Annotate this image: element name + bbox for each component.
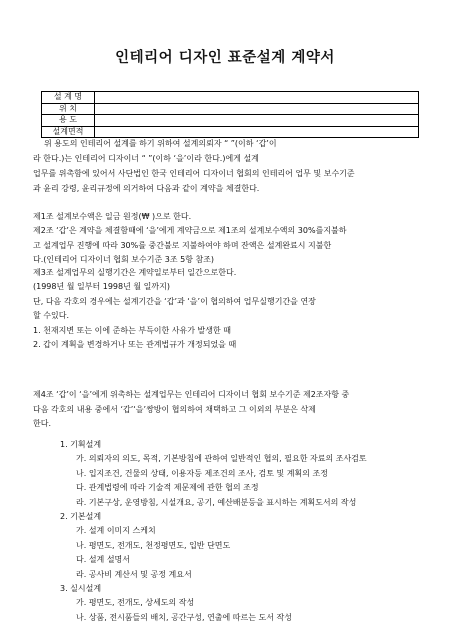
article-3-line: 2. 갑이 계획을 변경하거나 또는 관계법규가 개정되었을 때 [33,340,237,349]
article-2-line: 제2조 ‘갑’은 계약을 체결함때에 ‘을’에게 계약금으로 제1조의 설계보수액의 30%를지불하 [33,226,347,235]
article-4-line: 다음 각호의 내용 중에서 ‘갑’‘을’쌍방이 협의하여 채택하고 그 이외의 부분은 삭제 [33,405,316,414]
table-row [42,115,419,127]
article-2-line: 고 설계업무 진행에 따라 30%를 중간불로 지불하여야 하며 잔액은 설계완료시 지불한 [33,241,332,250]
project-info-table [41,91,419,138]
article-2-line: 다.(인테리어 디자이너 협회 보수기준 3조 5항 참조) [33,255,215,264]
section-item: 가. 의뢰자의 의도, 목적, 기본방침에 관하여 일반적인 협의, 필요한 자료의 조사검토 [76,454,367,463]
label-location: 위 치 [42,103,95,115]
document-title: 인테리어 디자인 표준설계 계약서 [115,50,335,66]
article-3-line: 단, 다음 각호의 경우에는 설계기간을 ‘갑’과 ‘을’이 협의하여 업무실행기간을 연장 [33,297,316,306]
section-item: 다. 관계법령에 따라 기술적 제문제에 관한 협의 조정 [76,483,259,492]
section-item: 나. 입지조건, 건물의 상태, 이용자등 제조건의 조사, 검토 및 계획의 조정 [76,469,328,478]
section-heading: 2. 기본설계 [60,512,102,521]
intro-line: 과 윤리 강령, 윤리규정에 의거하여 다음과 같이 계약을 체결한다. [33,184,260,193]
article-4-line: 한다. [33,419,51,428]
table-row [42,92,419,104]
value-area [95,126,419,138]
value-location [95,103,419,115]
article-3-line: 제3조 설계업무의 실행기간은 계약일로부터 일간으로한다. [33,268,237,277]
section-heading: 1. 기획설계 [60,440,102,449]
section-item: 라. 공사비 계산서 및 공정 계요서 [76,570,192,579]
section-item: 나. 상품, 전시품들의 배치, 공간구성, 연출에 따르는 도서 작성 [76,613,292,622]
table-row [42,126,419,138]
label-area: 설계면적 [42,126,95,138]
article-4-line: 제4조 ‘갑’이 ‘을’에게 위촉하는 설계업무는 인테리어 디자이너 협회 보수기준 제2조자항 중 [33,390,350,399]
article-1: 제1조 설계보수액은 일금 원정(₩ )으로 한다. [33,212,192,221]
intro-line: 업무를 위촉함에 있어서 사단법인 한국 인테리어 디자이너 협회의 인테리어 업무 및 보수기준 [33,169,355,178]
article-3-line: 할 수있다. [33,311,69,320]
section-item: 라. 기본구상, 운영방침, 시설개요, 공기, 예산배분등을 표시하는 계획도서의 작성 [76,498,357,507]
section-item: 가. 평면도, 전개도, 상세도의 작성 [76,598,195,607]
section-item: 가. 설계 이미지 스케치 [76,526,156,535]
label-usage: 용 도 [42,115,95,127]
label-project-name: 설 계 명 [42,92,95,104]
article-3-line: (1998년 월 일부터 1998년 월 일까지) [33,282,170,291]
section-heading: 3. 실시설계 [60,584,102,593]
section-item: 다. 설계 설명서 [76,555,130,564]
intro-line: 라 한다.)는 인테리어 디자이너 “ ”(이하 ‘을’이라 한다.)에게 설계 [33,154,259,163]
value-project-name [95,92,419,104]
value-usage [95,115,419,127]
table-row [42,103,419,115]
intro-line: 위 용도의 인테리어 설계를 하기 위하여 설계의뢰자 “ ”(이하 ‘갑’이 [44,139,277,148]
article-3-line: 1. 천재지변 또는 이에 준하는 부득이한 사유가 발생한 때 [33,326,231,335]
section-item: 나. 평면도, 전개도, 천정평면도, 입반 단면도 [76,541,231,550]
